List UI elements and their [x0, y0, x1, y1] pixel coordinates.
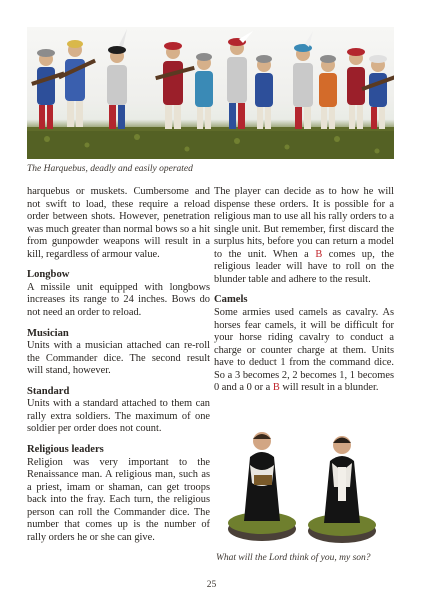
standard-heading: Standard [27, 385, 70, 397]
longbow-paragraph: A missile unit equipped with longbows increases its range to 24 inches. Bows do not need an order to reload. [27, 281, 210, 318]
camels-text-part-1: Some armies used camels as cavalry. As horses fear camels, it will be difficult for your horse riding cavalry to conduct a charge or counter charge at them. Units have to deduct 1 from the command dice. So a 3 becomes 2, 2 becomes 1, 1 becomes 0 and a 0 or a [214, 306, 394, 394]
camels-heading: Camels [214, 294, 248, 306]
rally-text-part-2: comes up, the religious leader will have to roll on the blunder table and adhere to the result. [214, 248, 394, 285]
musician-heading: Musician [27, 327, 69, 339]
camels-paragraph [214, 307, 394, 395]
camels-text-part-2: will result in a blunder. [279, 382, 379, 394]
harquebus-photo [27, 27, 394, 159]
religious-leaders-heading: Religious leaders [27, 443, 104, 455]
left-intro-paragraph: harquebus or muskets. Cumbersome and not swift to load, these require a reload order between shots. However, penetration was much greater than normal bows so a hit from gunpowder weapons will result in a kill, regardless of armour value. [27, 186, 210, 260]
longbow-heading: Longbow [27, 269, 70, 281]
right-text-column [214, 186, 394, 403]
page-number: 25 [206, 580, 217, 590]
blunder-symbol: B [272, 382, 280, 394]
standard-paragraph: Units with a standard attached to them can rally extra soldiers. The maximum of one soldier per order does not count. [27, 398, 210, 435]
blunder-symbol: B [315, 248, 323, 260]
rally-text-part-1: The player can decide as to how he will dispense these orders. It is possible for a religious man to use all his rally orders to a single unit. But remember, first discard the surplus hits, before you can return a model to the unit. When a [214, 186, 394, 260]
priest-miniatures-illustration [214, 417, 394, 550]
bottom-photo-caption: What will the Lord think of you, my son? [216, 553, 371, 563]
priests-photo [214, 417, 394, 550]
rally-orders-paragraph [214, 186, 394, 286]
top-photo-caption: The Harquebus, deadly and easily operated [27, 164, 193, 174]
harquebus-miniatures-illustration [27, 27, 394, 159]
left-text-column [27, 186, 210, 552]
religious-leaders-paragraph: Religion was very important to the Renaissance man. A religious man, such as a priest, imam or shaman, can get troops back into the fray. Each turn, the religious person can roll the Commander dice. The number that comes up is the number of rally orders he or she can give. [27, 456, 210, 543]
musician-paragraph: Units with a musician attached can re-roll the Commander dice. The second result will stand, however. [27, 340, 210, 377]
